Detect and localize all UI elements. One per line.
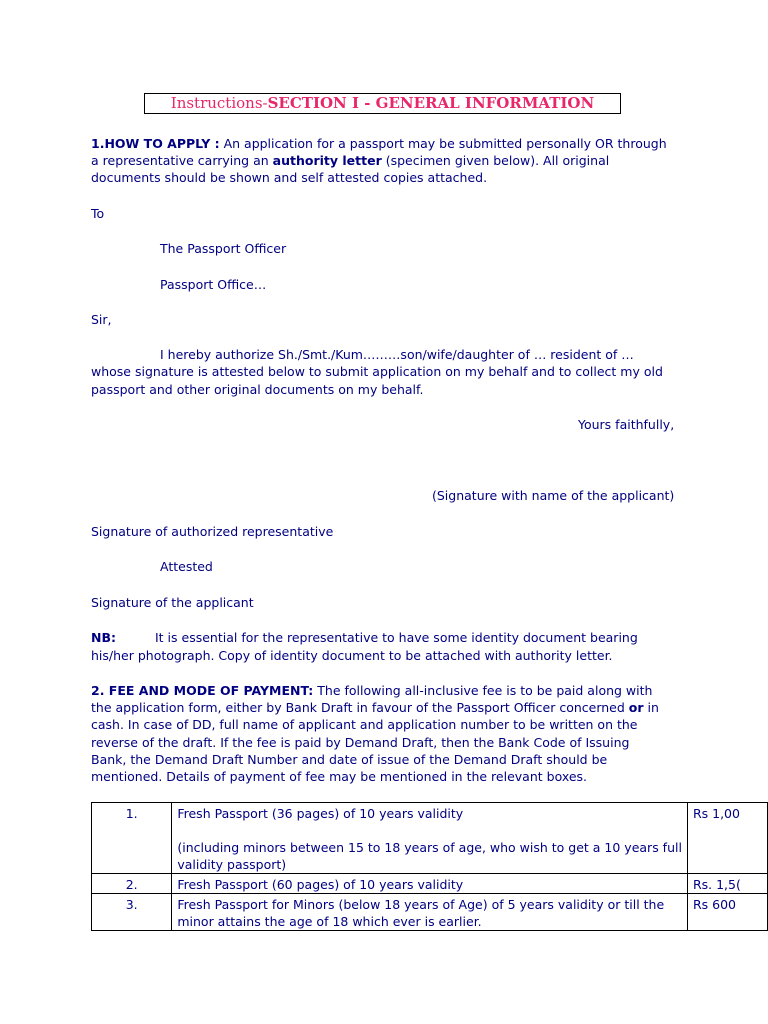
table-row [92, 874, 768, 894]
letter-attested: Attested [160, 559, 213, 574]
fee-line-4: reverse of the draft. If the fee is paid by Demand Draft, then the Bank Code of Issuing [91, 735, 630, 750]
table-row [92, 894, 768, 931]
nb-line-1: It is essential for the representative to have some identity document bearing [155, 630, 638, 645]
fee-line-6: mentioned. Details of payment of fee may be mentioned in the relevant boxes. [91, 769, 588, 784]
how-to-apply-line-3: documents should be shown and self attested copies attached. [91, 170, 488, 185]
row-amount: Rs. 1,5( [687, 874, 767, 894]
letter-to: To [91, 206, 105, 221]
letter-office: Passport Office… [160, 277, 267, 292]
letter-body-1: I hereby authorize Sh./Smt./Kum………son/wife/daughter of … resident of … [160, 347, 634, 362]
nb-label: NB: [91, 630, 116, 645]
page-title: Instructions-SECTION I - GENERAL INFORMATION [144, 93, 621, 114]
fee-line-2: the application form, either by Bank Draft in favour of the Passport Officer concerned or in [91, 700, 659, 715]
how-to-apply-line-1: 1.HOW TO APPLY : An application for a passport may be submitted personally OR through [91, 136, 667, 151]
row-number: 3. [92, 894, 172, 931]
letter-closing: Yours faithfully, [578, 417, 675, 432]
row-description: Fresh Passport (36 pages) of 10 years validity (including minors between 15 to 18 years of age, who wish to get a 10 years full validity passport) [172, 803, 688, 874]
letter-signature-applicant-2: Signature of the applicant [91, 595, 254, 610]
fee-heading: 2. FEE AND MODE OF PAYMENT: [91, 683, 314, 698]
fee-line-5: Bank, the Demand Draft Number and date of issue of the Demand Draft should be [91, 752, 608, 767]
row-description: Fresh Passport (60 pages) of 10 years validity [172, 874, 688, 894]
letter-salutation: Sir, [91, 312, 112, 327]
row-amount: Rs 600 [687, 894, 767, 931]
fee-line-3: cash. In case of DD, full name of applicant and application number to be written on the [91, 717, 638, 732]
letter-body-2: whose signature is attested below to submit application on my behalf and to collect my old [91, 364, 663, 379]
letter-signature-applicant: (Signature with name of the applicant) [432, 488, 675, 503]
fee-table [91, 802, 768, 931]
row-number: 2. [92, 874, 172, 894]
letter-body-3: passport and other original documents on my behalf. [91, 382, 424, 397]
row-number: 1. [92, 803, 172, 874]
how-to-apply-heading: 1.HOW TO APPLY : [91, 136, 220, 151]
letter-signature-representative: Signature of authorized representative [91, 524, 334, 539]
table-row [92, 803, 768, 874]
fee-line-1: 2. FEE AND MODE OF PAYMENT: The following all-inclusive fee is to be paid along with [91, 683, 653, 698]
row-amount: Rs 1,00 [687, 803, 767, 874]
how-to-apply-line-2: a representative carrying an authority letter (specimen given below). All original [91, 153, 610, 168]
nb-line-2: his/her photograph. Copy of identity document to be attached with authority letter. [91, 648, 613, 663]
letter-officer: The Passport Officer [160, 241, 287, 256]
row-description: Fresh Passport for Minors (below 18 years of Age) of 5 years validity or till the minor attains the age of 18 which ever is earlier. [172, 894, 688, 931]
